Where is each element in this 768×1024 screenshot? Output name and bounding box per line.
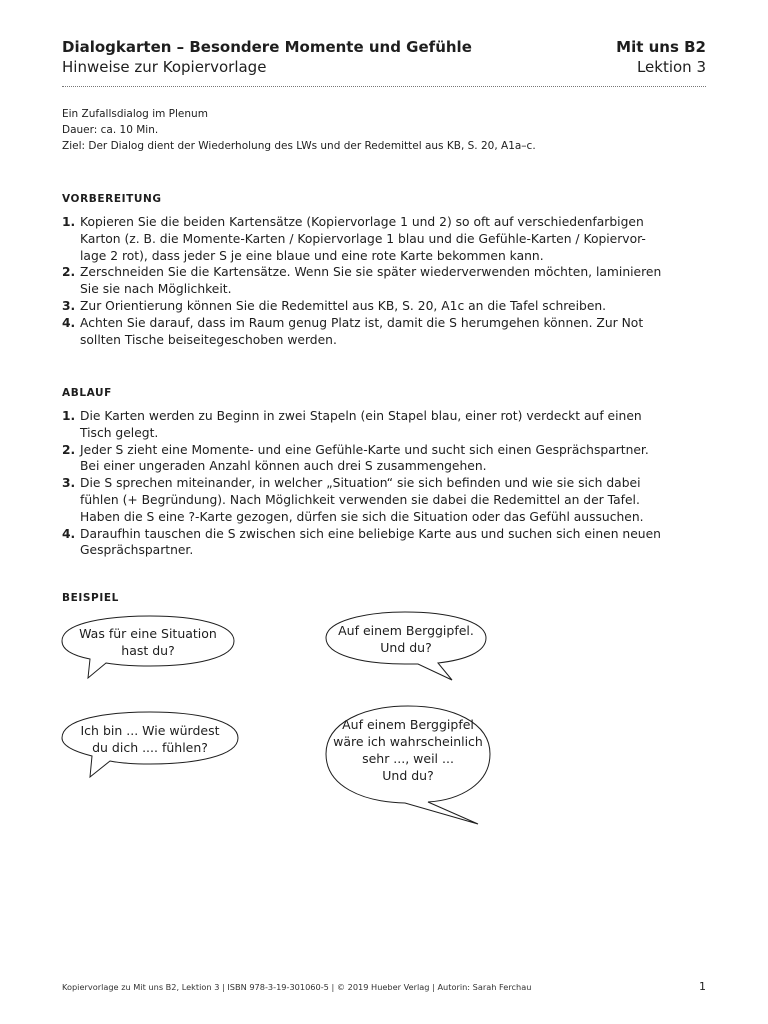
section-heading-vorbereitung: VORBEREITUNG bbox=[62, 193, 162, 205]
item-number: 1. bbox=[62, 215, 76, 229]
bubble-1-text bbox=[66, 625, 230, 659]
bubble-line: sehr ..., weil ... bbox=[362, 751, 454, 766]
bubble-4-text bbox=[330, 716, 486, 784]
item-text: Jeder S zieht eine Momente- und eine Gefühle-Karte und sucht sich einen Gesprächspartner. Bei einer ungeraden Anzahl können auch drei S zusammengehen. bbox=[80, 442, 649, 474]
item-text: Die S sprechen miteinander, in welcher „Situation“ sie sich befinden und wie sie sich dabei fühlen (+ Begründung). Nach Möglichkeit verwenden sie dabei die Redemittel an der Tafel. Haben die S eine ?-Karte gezogen, dürfen sie sich die Situation oder das Gefühl aussuchen. bbox=[80, 476, 644, 524]
footer-text: Kopiervorlage zu Mit uns B2, Lektion 3 | ISBN 978-3-19-301060-5 | © 2019 Hueber Verlag | Autorin: Sarah Ferchau bbox=[62, 982, 532, 992]
intro-line: Dauer: ca. 10 Min. bbox=[62, 124, 159, 136]
bubble-line: wäre ich wahrscheinlich bbox=[333, 734, 483, 749]
bubble-line: Und du? bbox=[382, 768, 434, 783]
bubble-line: Und du? bbox=[380, 640, 432, 655]
bubble-line: Auf einem Berggipfel bbox=[342, 717, 474, 732]
intro-line: Ziel: Der Dialog dient der Wiederholung des LWs und der Redemittel aus KB, S. 20, A1a–c. bbox=[62, 140, 536, 152]
bubble-line: hast du? bbox=[121, 643, 175, 658]
item-text: Zerschneiden Sie die Kartensätze. Wenn Sie sie später wiederverwenden möchten, laminieren Sie sie nach Möglichkeit. bbox=[80, 265, 662, 297]
item-text: Die Karten werden zu Beginn in zwei Stapeln (ein Stapel blau, einer rot) verdeckt auf einen Tisch gelegt. bbox=[80, 409, 642, 440]
item-number: 4. bbox=[62, 315, 76, 330]
intro-line: Ein Zufallsdialog im Plenum bbox=[62, 108, 208, 120]
item-text: Zur Orientierung können Sie die Redemittel aus KB, S. 20, A1c an die Tafel schreiben. bbox=[80, 298, 607, 313]
item-number: 1. bbox=[62, 409, 76, 423]
item-number: 3. bbox=[62, 476, 76, 491]
bubble-line: Auf einem Berggipfel. bbox=[338, 623, 474, 638]
header-subtitle: Hinweise zur Kopiervorlage bbox=[62, 58, 267, 76]
item-text: Kopieren Sie die beiden Kartensätze (Kopiervorlage 1 und 2) so oft auf verschiedenfarbigen Karton (z. B. die Momente-Karten / Kopiervorlage 1 blau und die Gefühle-Karten / Kopiervor-lage 2 rot), dass jeder S je eine blaue und eine rote Karte bekommen kann. bbox=[80, 215, 646, 263]
header-title: Dialogkarten – Besondere Momente und Gefühle bbox=[62, 38, 472, 56]
item-number: 4. bbox=[62, 526, 76, 541]
section-heading-beispiel: BEISPIEL bbox=[62, 592, 119, 604]
bubble-3-text bbox=[66, 722, 234, 756]
item-text: Daraufhin tauschen die S zwischen sich eine beliebige Karte aus und suchen sich einen neuen Gesprächspartner. bbox=[80, 526, 661, 558]
section-heading-ablauf: ABLAUF bbox=[62, 387, 112, 399]
item-number: 3. bbox=[62, 298, 76, 313]
header-book: Mit uns B2 bbox=[616, 38, 706, 56]
header-lesson: Lektion 3 bbox=[636, 58, 706, 76]
bubble-line: Ich bin ... Wie würdest bbox=[80, 723, 220, 738]
bubble-line: du dich .... fühlen? bbox=[92, 740, 208, 755]
bubble-2-text bbox=[330, 622, 482, 656]
page-number: 1 bbox=[699, 980, 706, 993]
bubble-line: Was für eine Situation bbox=[79, 626, 217, 641]
item-number: 2. bbox=[62, 265, 76, 280]
item-text: Achten Sie darauf, dass im Raum genug Platz ist, damit die S herumgehen können. Zur Not sollten Tische beiseitegeschoben werden. bbox=[80, 315, 644, 347]
item-number: 2. bbox=[62, 442, 76, 457]
